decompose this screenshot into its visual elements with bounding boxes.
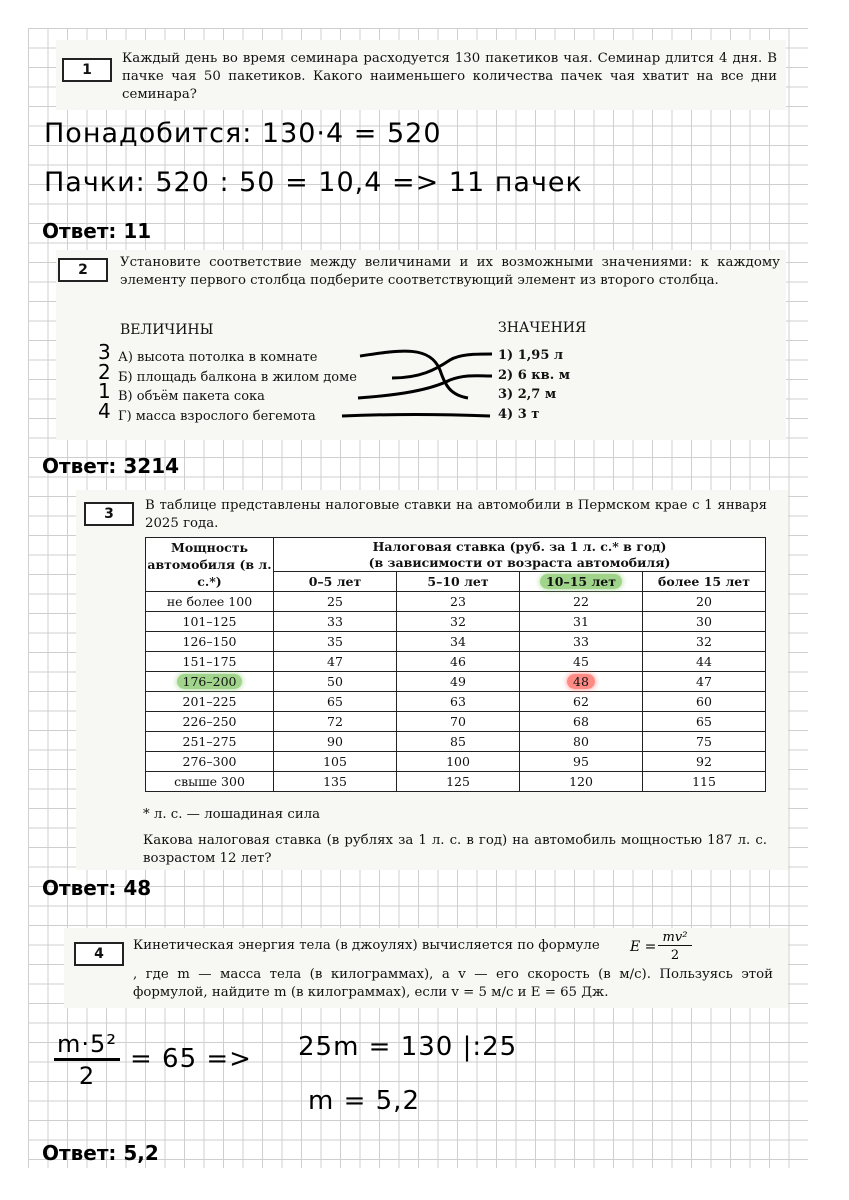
cell: 105 (274, 752, 397, 772)
cell: 35 (274, 632, 397, 652)
table-row (146, 592, 766, 612)
table-row (146, 772, 766, 792)
cell: 30 (643, 612, 766, 632)
answer-cell-highlight: 48 (567, 674, 595, 689)
cell: 32 (643, 632, 766, 652)
cell: 33 (520, 632, 643, 652)
task2-hand-marks (98, 340, 112, 423)
formula-denominator: 2 (670, 948, 680, 963)
right-item-1: 1) 1,95 л (498, 348, 564, 363)
row-176-200-highlight: 176–200 (177, 674, 243, 689)
hand-eq1: = 65 => (130, 1044, 252, 1074)
cell: 49 (397, 672, 520, 692)
cell: 47 (643, 672, 766, 692)
hand-mark-b: 2 (98, 359, 112, 384)
task4-answer: Ответ: 5,2 (42, 1141, 159, 1165)
cell: 20 (643, 592, 766, 612)
task1-hand-line2: Пачки: 520 : 50 = 10,4 => 11 пачек (44, 167, 583, 198)
cell: 101–125 (146, 612, 274, 632)
cell: 60 (643, 692, 766, 712)
hand-mark-d: 4 (98, 398, 112, 423)
task4-text-before: Кинетическая энергия тела (в джоулях) вычисляется по формуле (133, 938, 600, 953)
cell: 125 (397, 772, 520, 792)
cell: 33 (274, 612, 397, 632)
age-header-3: более 15 лет (643, 572, 766, 592)
task1-number: 1 (62, 58, 112, 82)
left-item-a: А) высота потолка в комнате (118, 350, 318, 365)
task2-matching-lines (340, 340, 500, 430)
task3-answer: Ответ: 48 (42, 876, 152, 900)
cell: 80 (520, 732, 643, 752)
age-header-2-highlight: 10–15 лет (540, 574, 622, 589)
line-d-4 (342, 415, 490, 417)
cell: 31 (520, 612, 643, 632)
cell: 46 (397, 652, 520, 672)
formula-lhs: E = (630, 939, 657, 955)
task2-answer: Ответ: 3214 (42, 454, 180, 478)
cell: 70 (397, 712, 520, 732)
cell: 65 (643, 712, 766, 732)
cell: 85 (397, 732, 520, 752)
cell: 251–275 (146, 732, 274, 752)
cell: 75 (643, 732, 766, 752)
cell: 32 (397, 612, 520, 632)
cell: не более 100 (146, 592, 274, 612)
cell: 45 (520, 652, 643, 672)
group-header-line2: (в зависимости от возраста автомобиля) (368, 554, 671, 570)
cell: 23 (397, 592, 520, 612)
task2-number: 2 (58, 258, 108, 282)
cell: 65 (274, 692, 397, 712)
hand-frac-den: 2 (78, 1062, 96, 1090)
cell: 44 (643, 652, 766, 672)
age-header-1: 5–10 лет (397, 572, 520, 592)
cell: 34 (397, 632, 520, 652)
cell: 115 (643, 772, 766, 792)
age-header-2 (520, 572, 643, 592)
task2-right-header: ЗНАЧЕНИЯ (498, 320, 587, 336)
cell: свыше 300 (146, 772, 274, 792)
cell: 276–300 (146, 752, 274, 772)
cell: 126–150 (146, 632, 274, 652)
left-item-d: Г) масса взрослого бегемота (118, 408, 316, 424)
task4-text-after: , где m — масса тела (в килограммах), а v — его скорость (в м/с). Пользуясь этой формулой, найдите m (в килограммах), если v = 5 м/с и E = 65 Дж. (133, 967, 773, 1000)
cell: 151–175 (146, 652, 274, 672)
cell: 22 (520, 592, 643, 612)
table-row (146, 652, 766, 672)
hand-mark-c: 1 (98, 379, 112, 403)
table-row (146, 712, 766, 732)
cell: 62 (520, 692, 643, 712)
task1-text: Каждый день во время семинара расходуется 130 пакетиков чая. Семинар длится 4 дня. В пачке чая 50 пакетиков. Какого наименьшего количества пачек чая хватит на все дни семинара? (122, 51, 777, 102)
table-row (146, 672, 766, 692)
task1-answer: Ответ: 11 (42, 219, 152, 243)
task2-right-list (498, 346, 570, 424)
cell-highlight-row (146, 672, 274, 692)
cell: 100 (397, 752, 520, 772)
cell: 72 (274, 712, 397, 732)
task2-left-list (118, 348, 357, 426)
line-c-2 (358, 376, 492, 398)
cell: 47 (274, 652, 397, 672)
cell: 63 (397, 692, 520, 712)
cell: 50 (274, 672, 397, 692)
right-item-4: 4) 3 т (498, 406, 540, 422)
cell-answer (520, 672, 643, 692)
task3-number: 3 (84, 502, 134, 526)
col0-header: Мощность автомобиля (в л. с.*) (146, 538, 274, 592)
task3-question: Какова налоговая ставка (в рублях за 1 л. с. в год) на автомобиль мощностью 187 л. с. возрастом 12 лет? (143, 833, 767, 866)
group-header (274, 538, 766, 572)
hand-mark-a: 3 (98, 340, 112, 364)
table-row (146, 752, 766, 772)
task3-text: В таблице представлены налоговые ставки на автомобили в Пермском крае с 1 января 2025 года. (145, 498, 767, 531)
table-row (146, 612, 766, 632)
table-row (146, 732, 766, 752)
task3-footnote: * л. с. — лошадиная сила (143, 807, 321, 822)
cell: 90 (274, 732, 397, 752)
cell: 120 (520, 772, 643, 792)
hand-eq3: m = 5,2 (308, 1086, 420, 1116)
cell: 135 (274, 772, 397, 792)
formula-numerator: mv² (658, 930, 692, 946)
table-row (146, 692, 766, 712)
tax-table (145, 537, 766, 792)
cell: 226–250 (146, 712, 274, 732)
right-item-3: 3) 2,7 м (498, 387, 557, 402)
hand-eq2: 25m = 130 |:25 (298, 1032, 518, 1062)
table-row (146, 632, 766, 652)
cell: 95 (520, 752, 643, 772)
hand-frac-num: m·5² (54, 1030, 120, 1061)
task1-hand-line1: Понадобится: 130·4 = 520 (44, 118, 442, 149)
cell: 201–225 (146, 692, 274, 712)
task2-left-header: ВЕЛИЧИНЫ (120, 322, 214, 338)
cell: 92 (643, 752, 766, 772)
left-item-b: Б) площадь балкона в жилом доме (118, 369, 357, 385)
group-header-line1: Налоговая ставка (руб. за 1 л. с.* в год) (372, 538, 667, 554)
cell: 68 (520, 712, 643, 732)
task4-number: 4 (74, 942, 124, 966)
age-header-0: 0–5 лет (274, 572, 397, 592)
right-item-2: 2) 6 кв. м (498, 367, 571, 383)
cell: 25 (274, 592, 397, 612)
left-item-c: В) объём пакета сока (118, 389, 265, 404)
task2-text: Установите соответствие между величинами и их возможными значениями: к каждому элементу первого столбца подберите соответствующий элемент из второго столбца. (120, 255, 780, 288)
